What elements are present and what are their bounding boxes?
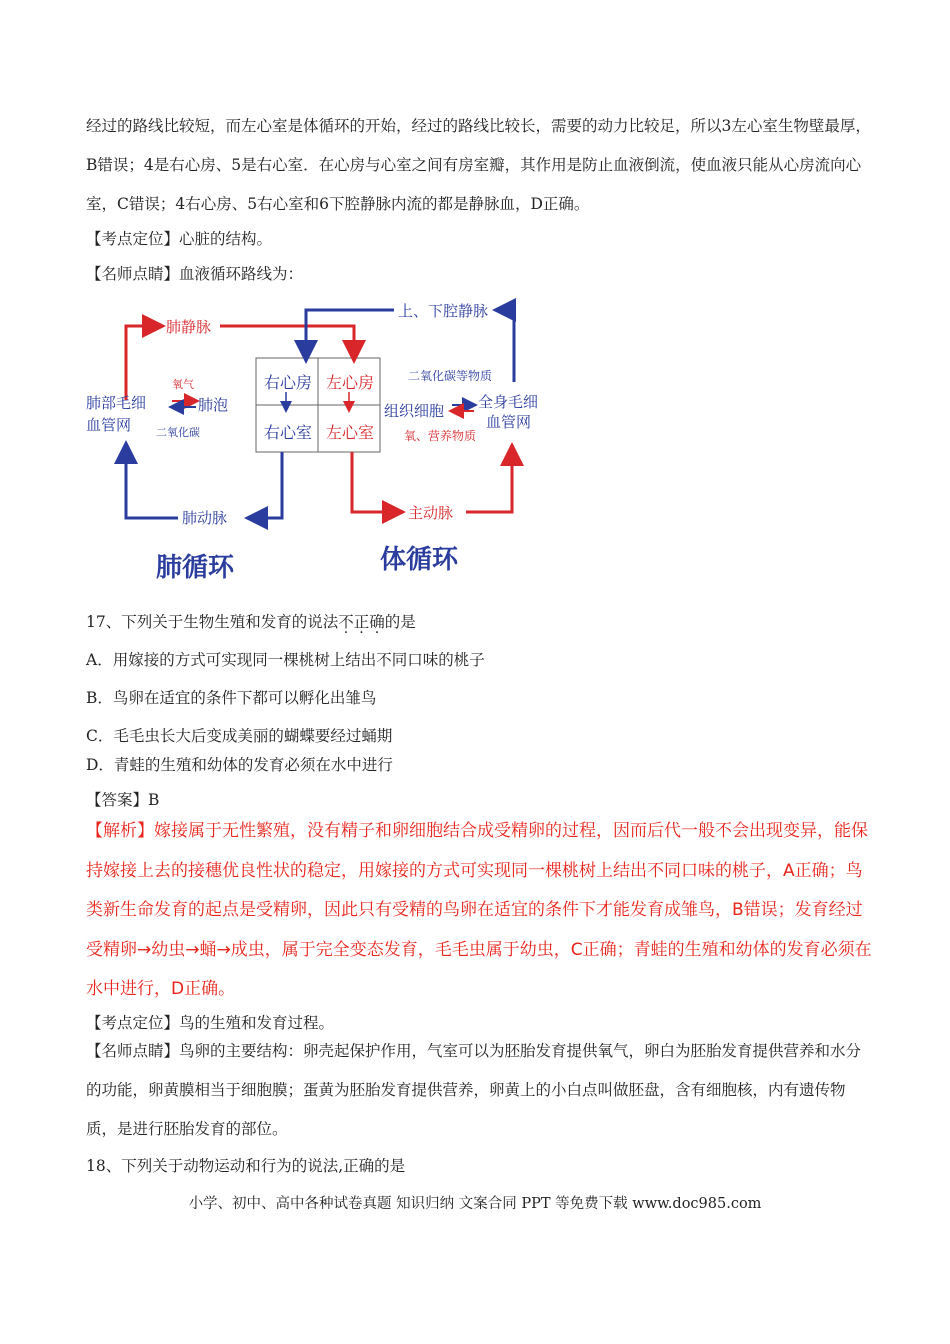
label-quanshen-2: 血管网: [486, 413, 532, 431]
label-zhu-dongmai: 主动脉: [408, 504, 454, 522]
label-zuzhi-xibao: 组织细胞: [384, 402, 445, 420]
label-eryanghuatan-deng: 二氧化碳等物质: [408, 369, 493, 383]
label-quanshen-1: 全身毛细: [478, 393, 539, 411]
q16-mingshi: 【名师点睛】血液循环路线为：: [86, 265, 304, 283]
label-you-xinfang: 右心房: [264, 373, 313, 392]
label-feipao: 肺泡: [198, 396, 229, 414]
q18-stem: 18、下列关于动物运动和行为的说法,正确的是: [86, 1157, 406, 1175]
label-fei-jingmai: 肺静脉: [166, 318, 212, 336]
q17-stem: 17、下列关于生物生殖和发育的说法不正确的是: [86, 613, 416, 631]
label-shangxia-qiang-jingmai: 上、下腔静脉: [398, 302, 489, 320]
label-eryanghuatan: 二氧化碳: [156, 426, 200, 439]
label-you-xinshi: 右心室: [264, 423, 313, 442]
label-ti-xunhuan: 体循环: [380, 545, 459, 575]
q17-option-a: A．用嫁接的方式可实现同一棵桃树上结出不同口味的桃子: [86, 651, 485, 669]
fei-jingmai-arrow: [126, 326, 160, 400]
q17-analysis: 【解析】嫁接属于无性繁殖，没有精子和卵细胞结合成受精卵的过程，因而后代一般不会出现变异，能保持嫁接上去的接穗优良性状的稳定，用嫁接的方式可实现同一棵桃树上结出不同口味的桃子，A正确；鸟类新生命发育的起点是受精卵，因此只有受精的鸟卵在适宜的条件下才能发育成雏鸟，B错误；发育经过受精卵→幼虫→蛹→成虫，属于完全变态发育，毛毛虫属于幼虫，C正确；青蛙的生殖和幼体的发育必须在水中进行，D正确。: [86, 821, 872, 999]
label-yang-yingyang: 氧、营养物质: [404, 429, 477, 443]
q16-kaodian: 【考点定位】心脏的结构。: [86, 230, 273, 248]
label-yanqi: 氧气: [172, 378, 194, 391]
q17-mingshi: 【名师点睛】鸟卵的主要结构：卵壳起保护作用，气室可以为胚胎发育提供氧气，卵白为胚胎发育提供营养和水分的功能，卵黄膜相当于细胞膜；蛋黄为胚胎发育提供营养，卵黄上的小白点叫做胚盘，含有细胞核，内有遗传物质，是进行胚胎发育的部位。: [86, 1042, 862, 1138]
label-zuo-xinshi: 左心室: [326, 423, 375, 442]
label-zuo-xinfang: 左心房: [326, 373, 375, 392]
blood-circulation-diagram: [86, 296, 546, 590]
q17-option-c: C．毛毛虫长大后变成美丽的蝴蝶要经过蛹期: [86, 727, 393, 745]
label-fei-bu-maoxi-2: 血管网: [86, 416, 132, 434]
fei-dongmai-arrow: [126, 446, 178, 518]
top-paragraph: 经过的路线比较短，而左心室是体循环的开始，经过的路线比较长，需要的动力比较足，所以3左心室生物壁最厚，B错误；4是右心房、5是右心室．在心房与心室之间有房室瓣，其作用是防止血液倒流，使血液只能从心房流向心室，C错误；4右心房、5右心室和6下腔静脉内流的都是静脉血，D正确。: [86, 117, 871, 213]
q17-option-b: B．鸟卵在适宜的条件下都可以孵化出雏鸟: [86, 689, 377, 707]
label-fei-bu-maoxi-1: 肺部毛细: [86, 394, 147, 412]
footer: 小学、初中、高中各种试卷真题 知识归纳 文案合同 PPT 等免费下载 www.doc985.com: [188, 1196, 762, 1212]
q17-answer: 【答案】B: [86, 791, 160, 809]
q17-option-d: D．青蛙的生殖和幼体的发育必须在水中进行: [86, 756, 393, 774]
label-fei-dongmai: 肺动脉: [182, 509, 228, 527]
zhu-dongmai-arrow: [466, 448, 512, 512]
label-fei-xunhuan: 肺循环: [156, 553, 235, 583]
q17-kaodian: 【考点定位】鸟的生殖和发育过程。: [86, 1014, 335, 1032]
